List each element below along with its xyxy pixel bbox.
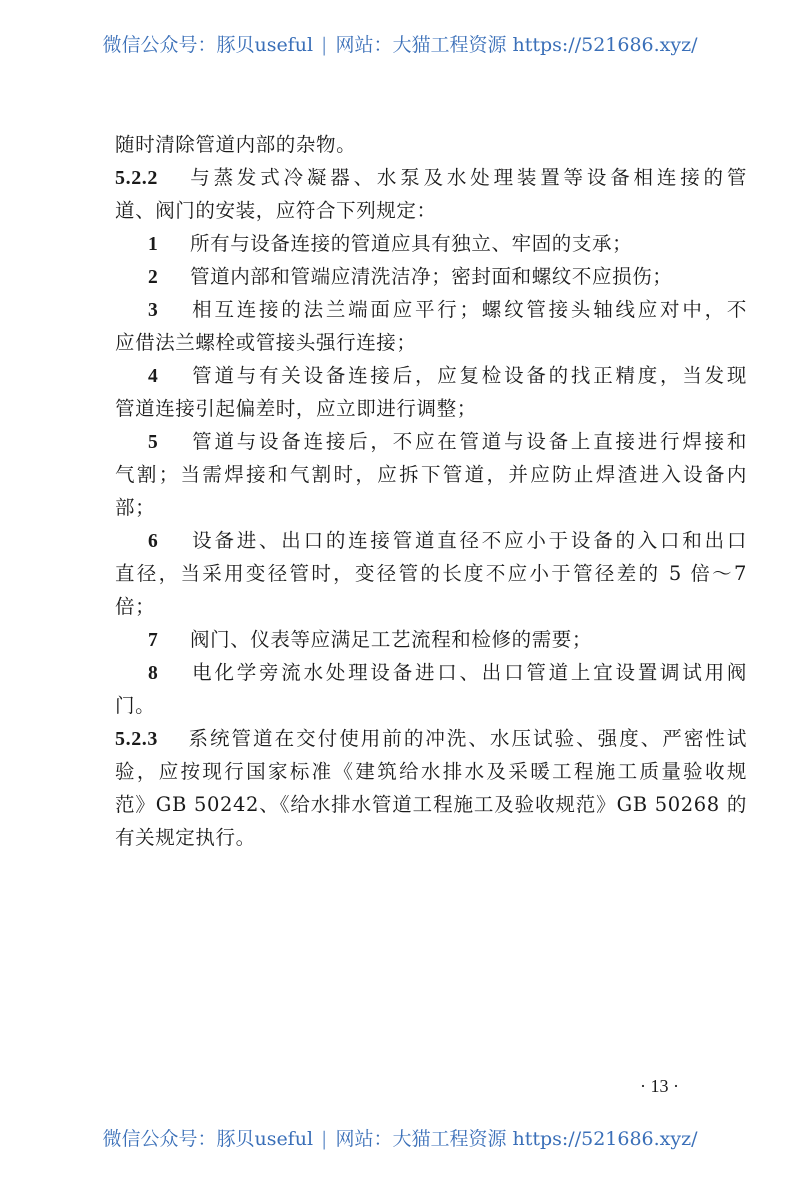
clause-number: 5.2.3 <box>115 728 158 750</box>
list-item-3-line-2 <box>115 326 747 359</box>
watermark-wechat-text: 微信公众号：豚贝useful <box>102 34 314 56</box>
text-line: 气割；当需焊接和气割时，应拆下管道，并应防止焊渣进入设备内 <box>115 463 747 486</box>
item-number: 6 <box>148 531 159 552</box>
list-item-2 <box>115 260 747 293</box>
list-item-7 <box>115 623 747 656</box>
text-line: 设备进、出口的连接管道直径不应小于设备的入口和出口 <box>190 529 747 552</box>
watermark-separator: | <box>321 1128 328 1150</box>
list-item-3-line-1 <box>115 293 747 326</box>
text-line: 验，应按现行国家标准《建筑给水排水及采暖工程施工质量验收规 <box>115 760 747 783</box>
text-line: 电化学旁流水处理设备进口、出口管道上宜设置调试用阀 <box>190 661 747 684</box>
text-line: 直径，当采用变径管时，变径管的长度不应小于管径差的 5 倍～7 <box>115 562 747 585</box>
list-item-4-line-2 <box>115 392 747 425</box>
list-item-6-line-2 <box>115 557 747 590</box>
text-line: 有关规定执行。 <box>115 826 256 849</box>
text-line: 随时清除管道内部的杂物。 <box>115 133 357 156</box>
list-item-5-line-3 <box>115 491 747 524</box>
page-number: · 13 · <box>640 1076 679 1096</box>
watermark-separator: | <box>321 34 328 56</box>
list-item-6-line-3 <box>115 590 747 623</box>
item-number: 3 <box>148 300 159 321</box>
text-line: 管道内部和管端应清洗洁净；密封面和螺纹不应损伤； <box>190 265 673 288</box>
text-line: 所有与设备连接的管道应具有独立、牢固的支承； <box>190 232 633 255</box>
item-number: 1 <box>148 234 159 255</box>
clause-5-2-2-line-2 <box>115 194 747 227</box>
list-item-5-line-1 <box>115 425 747 458</box>
item-number: 7 <box>148 630 159 651</box>
header-watermark <box>0 30 800 57</box>
watermark-website-text: 网站：大猫工程资源 https://521686.xyz/ <box>335 1128 698 1150</box>
list-item-6-line-1 <box>115 524 747 557</box>
text-line: 倍； <box>115 595 156 618</box>
list-item-5-line-2 <box>115 458 747 491</box>
footer-watermark <box>0 1124 800 1151</box>
clause-5-2-2-line-1 <box>115 161 747 194</box>
list-item-8-line-1 <box>115 656 747 689</box>
watermark-website-text: 网站：大猫工程资源 https://521686.xyz/ <box>335 34 698 56</box>
text-line: 门。 <box>115 694 156 717</box>
list-item-1 <box>115 227 747 260</box>
text-line: 管道连接引起偏差时，应立即进行调整； <box>115 397 477 420</box>
text-line: 应借法兰螺栓或管接头强行连接； <box>115 331 417 354</box>
text-line: 系统管道在交付使用前的冲洗、水压试验、强度、严密性试 <box>187 727 747 750</box>
item-number: 2 <box>148 267 159 288</box>
clause-5-2-3-line-4 <box>115 821 747 854</box>
text-line: 阀门、仪表等应满足工艺流程和检修的需要； <box>190 628 593 651</box>
item-number: 4 <box>148 366 159 387</box>
document-body <box>115 128 747 854</box>
text-line: 范》GB 50242、《给水排水管道工程施工及验收规范》GB 50268 的 <box>115 793 747 816</box>
clause-number: 5.2.2 <box>115 167 158 189</box>
text-line: 管道与有关设备连接后，应复检设备的找正精度，当发现 <box>190 364 747 387</box>
text-line: 部； <box>115 496 156 519</box>
text-line: 管道与设备连接后，不应在管道与设备上直接进行焊接和 <box>190 430 747 453</box>
list-item-4-line-1 <box>115 359 747 392</box>
watermark-wechat-text: 微信公众号：豚贝useful <box>102 1128 314 1150</box>
clause-5-2-3-line-3 <box>115 788 747 821</box>
item-number: 5 <box>148 432 159 453</box>
text-line: 道、阀门的安装，应符合下列规定： <box>115 199 437 222</box>
text-line: 与蒸发式冷凝器、水泵及水处理装置等设备相连接的管 <box>187 166 747 189</box>
clause-5-2-3-line-1 <box>115 722 747 755</box>
text-line: 相互连接的法兰端面应平行；螺纹管接头轴线应对中，不 <box>190 298 747 321</box>
list-item-8-line-2 <box>115 689 747 722</box>
paragraph-continuation <box>115 128 747 161</box>
item-number: 8 <box>148 663 159 684</box>
clause-5-2-3-line-2 <box>115 755 747 788</box>
